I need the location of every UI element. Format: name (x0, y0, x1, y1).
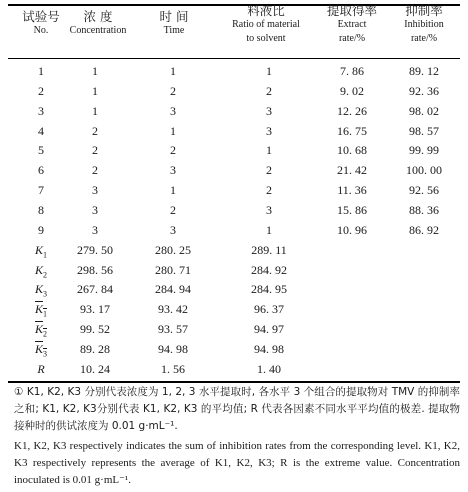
table-bottom-rule (8, 381, 460, 383)
table-row (0, 221, 468, 241)
table-cell: 99. 99 (409, 143, 439, 158)
stat-row (0, 360, 468, 380)
stat-row (0, 280, 468, 300)
table-cell: 98. 57 (409, 123, 439, 138)
table-cell: 15. 86 (337, 202, 367, 217)
table-cell: 2 (92, 123, 98, 138)
stat-value: 10. 24 (80, 361, 110, 376)
table-cell: 8 (38, 202, 44, 217)
table-cell: 98. 02 (409, 103, 439, 118)
stat-value: 94. 98 (158, 341, 188, 356)
header-no (16, 10, 66, 38)
table-row (0, 102, 468, 122)
table-cell: 1 (266, 143, 272, 158)
stat-label: $\overline{K}_1$ (34, 302, 47, 319)
stat-value: 284. 94 (155, 282, 191, 297)
table-row (0, 161, 468, 181)
table-cell: 2 (170, 202, 176, 217)
stat-row (0, 241, 468, 261)
table-cell: 92. 36 (409, 83, 439, 98)
stat-value: 284. 95 (251, 282, 287, 297)
stat-row (0, 340, 468, 360)
table-cell: 2 (92, 143, 98, 158)
stat-value: 289. 11 (251, 242, 287, 257)
table-cell: 11. 36 (337, 183, 367, 198)
stat-value: 280. 25 (155, 242, 191, 257)
stat-label: R (37, 361, 45, 376)
table-cell: 2 (266, 163, 272, 178)
table-cell: 86. 92 (409, 222, 439, 237)
stat-value: 267. 84 (77, 282, 113, 297)
table-cell: 16. 75 (337, 123, 367, 138)
header-inhibition-rate (388, 4, 460, 46)
stat-value: 89. 28 (80, 341, 110, 356)
table-cell: 2 (92, 163, 98, 178)
header-time-zh: 时 间 (159, 9, 189, 24)
header-ratio (212, 4, 320, 46)
stat-value: 1. 40 (257, 361, 281, 376)
stat-value: 298. 56 (77, 262, 113, 277)
table-cell: 2 (170, 143, 176, 158)
table-row (0, 122, 468, 142)
table-cell: 12. 26 (337, 103, 367, 118)
table-cell: 1 (92, 103, 98, 118)
table-cell: 1 (170, 123, 176, 138)
stat-value: 93. 17 (80, 302, 110, 317)
table-cell: 10. 68 (337, 143, 367, 158)
stat-value: 279. 50 (77, 242, 113, 257)
table-cell: 89. 12 (409, 64, 439, 78)
table-cell: 88. 36 (409, 202, 439, 217)
table-cell: 3 (92, 222, 98, 237)
stat-row (0, 320, 468, 340)
table-cell: 3 (92, 202, 98, 217)
stat-row (0, 261, 468, 281)
header-ratio-zh: 料液比 (247, 3, 285, 18)
stat-label: $\overline{K}_2$ (34, 322, 47, 339)
table-cell: 2 (266, 183, 272, 198)
table-cell: 1 (170, 183, 176, 198)
table-cell: 3 (170, 222, 176, 237)
table-cell: 7 (38, 183, 44, 198)
table-cell: 6 (38, 163, 44, 178)
table-cell: 1 (266, 222, 272, 237)
stat-label: $K_1$ (34, 242, 47, 260)
table-cell: 3 (92, 183, 98, 198)
table-cell: 1 (170, 64, 176, 78)
table-cell: 2 (266, 83, 272, 98)
table-row (0, 82, 468, 102)
table-cell: 3 (170, 163, 176, 178)
table-cell: 1 (92, 83, 98, 98)
header-no-en: No. (33, 25, 49, 36)
table-cell: 10. 96 (337, 222, 367, 237)
stat-value: 93. 57 (158, 322, 188, 337)
stat-value: 94. 98 (254, 341, 284, 356)
table-cell: 1 (266, 64, 272, 78)
table-cell: 9 (38, 222, 44, 237)
header-ratio-en1: Ratio of material (232, 19, 300, 30)
table-row (0, 141, 468, 161)
table-cell: 7. 86 (340, 64, 364, 78)
table-cell: 3 (38, 103, 44, 118)
table-cell: 100. 00 (406, 163, 442, 178)
stat-value: 94. 97 (254, 322, 284, 337)
header-inhibition-rate-en1: Inhibition (404, 19, 444, 30)
table-cell: 3 (266, 202, 272, 217)
table-header-rule (8, 58, 460, 59)
header-inhibition-rate-en2: rate/% (410, 33, 438, 44)
header-time-en: Time (163, 25, 185, 36)
header-no-zh: 试验号 (22, 9, 60, 24)
footnote-chinese: ① K1, K2, K3 分别代表浓度为 1, 2, 3 水平提取时, 各水平 3 个组合的提取物对 TMV 的抑制率之和; K1, K2, K3分别代表 K1, K2, K3 的平均值; R 代表各因素不同水平平均值的极差. 提取物接种时的供试浓度为 0.01 g·mL⁻¹. (14, 386, 460, 432)
table-row (0, 62, 468, 82)
stat-value: 1. 56 (161, 361, 185, 376)
table-cell: 4 (38, 123, 44, 138)
table-cell: 3 (170, 103, 176, 118)
header-extract-rate-en1: Extract (337, 19, 367, 30)
stat-label: $\overline{K}_3$ (34, 341, 47, 359)
stat-label: $K_2$ (34, 262, 47, 279)
stat-value: 96. 37 (254, 302, 284, 317)
header-time (140, 10, 208, 38)
table-cell: 92. 56 (409, 183, 439, 198)
table-cell: 9. 02 (340, 83, 364, 98)
header-extract-rate (316, 4, 388, 46)
header-concentration (62, 10, 134, 38)
table-cell: 5 (38, 143, 44, 158)
stat-row (0, 300, 468, 320)
header-extract-rate-zh: 提取得率 (326, 3, 377, 18)
table-cell: 2 (170, 83, 176, 98)
table-cell: 2 (38, 83, 44, 98)
stat-value: 284. 92 (251, 262, 287, 277)
header-ratio-en2: to solvent (246, 33, 286, 44)
header-extract-rate-en2: rate/% (338, 33, 366, 44)
stat-value: 93. 42 (158, 302, 188, 317)
header-concentration-zh: 浓 度 (83, 9, 113, 24)
table-cell: 1 (92, 64, 98, 78)
table-row (0, 181, 468, 201)
table-cell: 3 (266, 123, 272, 138)
table-row (0, 201, 468, 221)
header-inhibition-rate-zh: 抑制率 (405, 3, 443, 18)
footnote-english: K1, K2, K3 respectively indicates the sum of inhibition rates from the corresponding level. K1, K2, K3 respectively represents the average of K1, K2, K3; R is the extreme value. Concentration inoculated is 0.01 g·mL⁻¹. (14, 440, 460, 486)
table-cell: 21. 42 (337, 163, 367, 178)
stat-label: $K_3$ (34, 282, 47, 299)
header-concentration-en: Concentration (69, 25, 127, 36)
table-cell: 1 (38, 64, 44, 78)
stat-value: 280. 71 (155, 262, 191, 277)
stat-value: 99. 52 (80, 322, 110, 337)
table-cell: 3 (266, 103, 272, 118)
